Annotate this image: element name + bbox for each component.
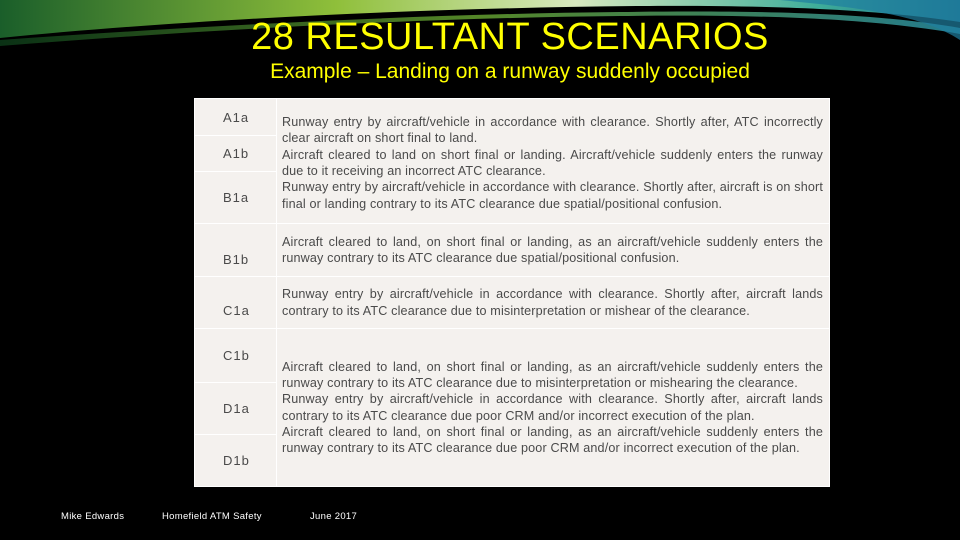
scenario-description: Aircraft cleared to land on short final or landing. Aircraft/vehicle suddenly enters the runway due to it receiving an incorrect ATC clearance.: [282, 147, 823, 178]
scenario-code: B1b: [195, 224, 277, 277]
footer-author: Mike Edwards: [61, 511, 125, 522]
scenario-code: A1a: [195, 99, 277, 136]
table-row: [195, 99, 830, 136]
scenario-description: Aircraft cleared to land, on short final or landing, as an aircraft/vehicle suddenly enters the runway contrary to its ATC clearance due to misinterpretation or mishearing the clearance.: [282, 359, 823, 390]
scenario-table: [194, 98, 830, 487]
scenario-description-group: [277, 329, 830, 487]
scenario-description: Runway entry by aircraft/vehicle in accordance with clearance. Shortly after, aircraft is on short final or landing contrary to its ATC clearance due spatial/positional confusion.: [282, 180, 823, 211]
table-row: [195, 224, 830, 277]
scenario-code: A1b: [195, 136, 277, 172]
slide-title: 28 RESULTANT SCENARIOS: [251, 16, 769, 58]
scenario-code: C1a: [195, 277, 277, 329]
table-row: [195, 329, 830, 383]
scenario-description: Runway entry by aircraft/vehicle in accordance with clearance. Shortly after, aircraft lands contrary to its ATC clearance due to misinterpretation or mishear of the clearance.: [277, 277, 830, 329]
scenario-description: Runway entry by aircraft/vehicle in accordance with clearance. Shortly after, aircraft lands contrary to its ATC clearance due poor CRM and/or incorrect execution of the plan.: [282, 392, 823, 423]
scenario-description: Aircraft cleared to land, on short final or landing, as an aircraft/vehicle suddenly enters the runway contrary to its ATC clearance due spatial/positional confusion.: [277, 224, 830, 277]
scenario-code: B1a: [195, 172, 277, 224]
scenario-description: Aircraft cleared to land, on short final or landing, as an aircraft/vehicle suddenly enters the runway contrary to its ATC clearance due poor CRM and/or incorrect execution of the plan.: [282, 424, 823, 456]
table-row: [195, 277, 830, 329]
footer-organization: Homefield ATM Safety: [162, 511, 262, 522]
scenario-code: D1b: [195, 435, 277, 487]
footer-date: June 2017: [310, 511, 358, 522]
scenario-code: C1b: [195, 329, 277, 383]
scenario-description: Runway entry by aircraft/vehicle in accordance with clearance. Shortly after, ATC incorrectly clear aircraft on short final to land.: [282, 115, 823, 146]
scenario-description-group: [277, 99, 830, 224]
slide-subtitle: Example – Landing on a runway suddenly occupied: [270, 60, 750, 83]
scenario-code: D1a: [195, 383, 277, 435]
